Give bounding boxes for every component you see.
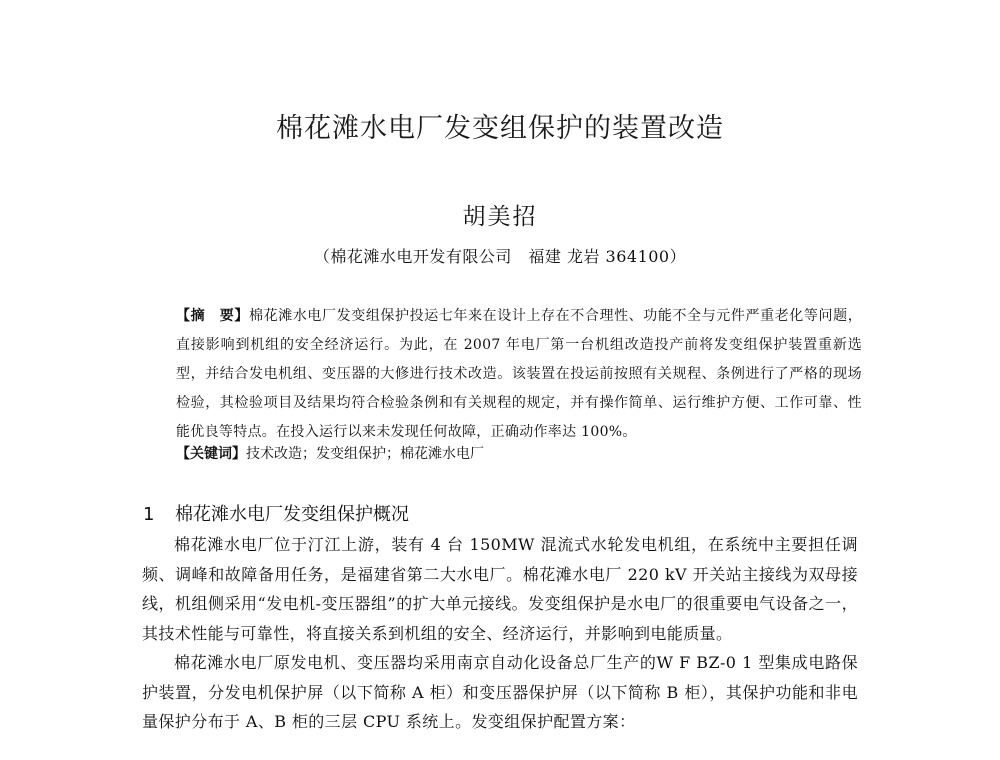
section-heading <box>143 500 409 526</box>
keywords-label: 【关键词】 <box>176 446 246 462</box>
section-number: 1 <box>143 504 155 525</box>
body-paragraph: 棉花滩水电厂位于汀江上游，装有 4 台 150MW 混流式水轮发电机组，在系统中主要担任调频、调峰和故障备用任务，是福建省第二大水电厂。棉花滩水电厂 220 kV 开关站主接线为双母接线，机组侧采用“发电机-变压器组”的扩大单元接线。发变组保护是水电厂的很重要电气设备之一，其技术性能与可靠性，将直接关系到机组的安全、经济运行，并影响到电能质量。 <box>142 535 858 643</box>
author-name: 胡美招 <box>462 204 538 230</box>
abstract-label: 【摘 要】 <box>176 308 250 324</box>
abstract <box>176 302 862 447</box>
abstract-text: 棉花滩水电厂发变组保护投运七年来在设计上存在不合理性、功能不全与元件严重老化等问题，直接影响到机组的安全经济运行。为此，在 2007 年电厂第一台机组改造投产前将发变组保护装置重新选型，并结合发电机组、变压器的大修进行技术改造。该装置在投运前按照有关规程、条例进行了严格的现场检验，其检验项目及结果均符合检验条例和有关规程的规定，并有操作简单、运行维护方便、工作可靠、性能优良等特点。在投入运行以来未发现任何故障，正确动作率达 100%。 <box>176 308 862 440</box>
section-title: 棉花滩水电厂发变组保护概况 <box>175 504 409 525</box>
author-affiliation: （棉花滩水电开发有限公司 福建 龙岩 364100） <box>313 247 687 266</box>
keywords-text: 技术改造；发变组保护；棉花滩水电厂 <box>246 446 484 462</box>
section-body <box>142 530 858 737</box>
body-paragraph: 棉花滩水电厂原发电机、变压器均采用南京自动化设备总厂生产的W F BZ-0 1 型集成电路保护装置，分发电机保护屏（以下简称 A 柜）和变压器保护屏（以下简称 B 柜），其保护功能和非电量保护分布于 A、B 柜的三层 CPU 系统上。发变组保护配置方案： <box>142 653 858 731</box>
paper-title: 棉花滩水电厂发变组保护的装置改造 <box>276 113 724 144</box>
keywords <box>176 444 862 464</box>
